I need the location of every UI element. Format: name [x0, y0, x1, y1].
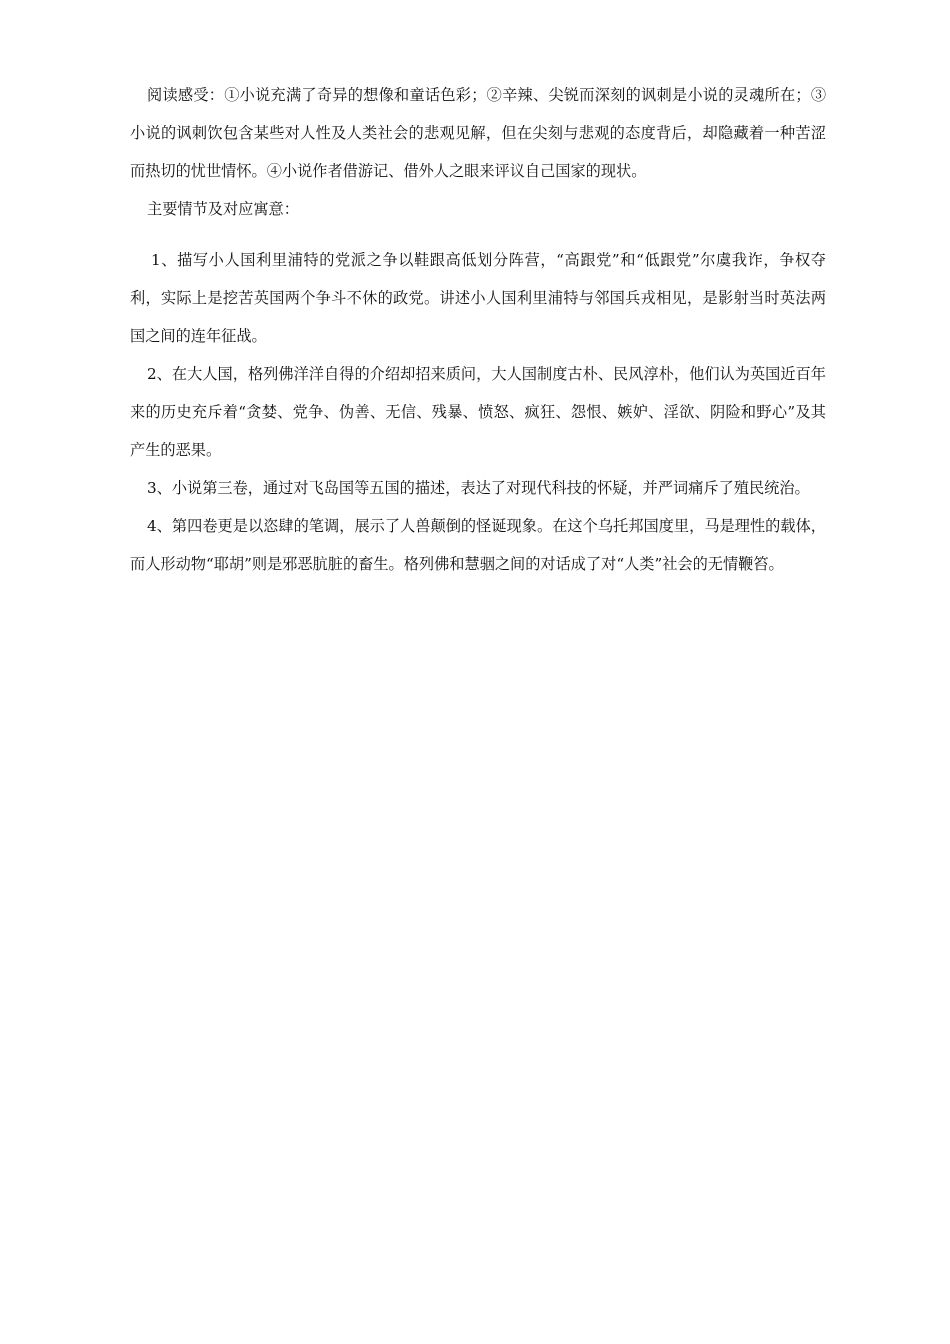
document-body — [130, 76, 826, 583]
plot-heading: 主要情节及对应寓意： — [147, 200, 299, 218]
plot-item-2: 2、在大人国，格列佛洋洋自得的介绍却招来质问，大人国制度古朴、民风淳朴，他们认为英国近百年来的历史充斥着“贪婪、党争、伪善、无信、残暴、愤怒、疯狂、怨恨、嫉妒、淫欲、阴险和野心”及其产生的恶果。 — [130, 365, 826, 459]
plot-item-4: 4、第四卷更是以恣肆的笔调，展示了人兽颠倒的怪诞现象。在这个乌托邦国度里，马是理性的载体，而人形动物“耶胡”则是邪恶肮脏的畜生。格列佛和慧骃之间的对话成了对“人类”社会的无情鞭笞。 — [130, 517, 826, 573]
plot-item-3: 3、小说第三卷，通过对飞岛国等五国的描述，表达了对现代科技的怀疑，并严词痛斥了殖民统治。 — [147, 479, 810, 497]
plot-item-1: 1、描写小人国利里浦特的党派之争以鞋跟高低划分阵营，“高跟党”和“低跟党”尔虞我诈，争权夺利，实际上是挖苦英国两个争斗不休的政党。讲述小人国利里浦特与邻国兵戎相见，是影射当时英法两国之间的连年征战。 — [130, 251, 826, 345]
reading-feeling-paragraph: 阅读感受：①小说充满了奇异的想像和童话色彩；②辛辣、尖锐而深刻的讽刺是小说的灵魂所在；③小说的讽刺饮包含某些对人性及人类社会的悲观见解，但在尖刻与悲观的态度背后，却隐藏着一种苦涩而热切的忧世情怀。④小说作者借游记、借外人之眼来评议自己国家的现状。 — [130, 86, 826, 180]
